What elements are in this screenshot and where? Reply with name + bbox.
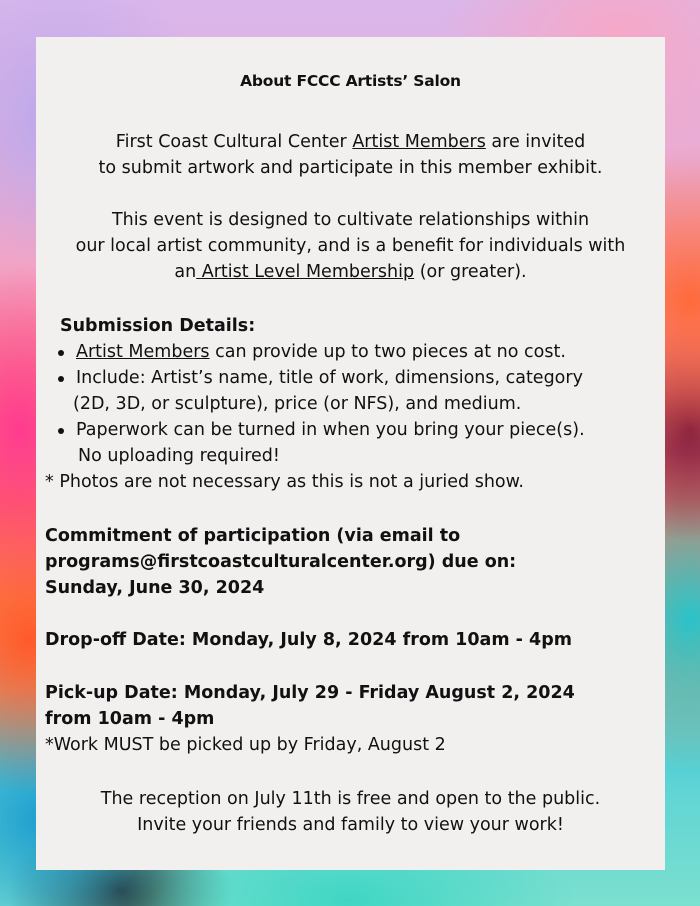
commitment-line-2: programs@firstcoastculturalcenter.org) due on: xyxy=(45,552,517,572)
artist-level-membership-link[interactable]: Artist Level Membership xyxy=(196,262,415,282)
intro-text: First Coast Cultural Center xyxy=(115,132,353,152)
flyer-card xyxy=(36,37,665,870)
bullet-icon xyxy=(58,350,64,356)
commitment-line-1: Commitment of participation (via email to xyxy=(45,526,461,546)
commitment-due-date: Sunday, June 30, 2024 xyxy=(45,578,265,598)
event-line-2: our local artist community, and is a benefit for individuals with xyxy=(75,236,626,256)
bullet-3-line-1: Paperwork can be turned in when you bring your piece(s). xyxy=(76,420,585,440)
pickup-note: *Work MUST be picked up by Friday, August 2 xyxy=(45,735,446,755)
event-line-3 xyxy=(36,261,665,283)
intro-line-2: to submit artwork and participate in this member exhibit. xyxy=(98,158,603,178)
bullet-3-line-2: No uploading required! xyxy=(78,446,280,466)
bullet-icon xyxy=(58,376,64,382)
reception-line-1: The reception on July 11th is free and open to the public. xyxy=(100,789,601,809)
intro-line-1 xyxy=(36,131,665,153)
event-text: an xyxy=(174,262,197,282)
reception-line-2: Invite your friends and family to view your work! xyxy=(137,815,564,835)
bullet-2-line-2: (2D, 3D, or sculpture), price (or NFS), and medium. xyxy=(73,394,522,414)
dropoff-date: Drop-off Date: Monday, July 8, 2024 from 10am - 4pm xyxy=(45,630,572,650)
bullet-2-line-1: Include: Artist’s name, title of work, dimensions, category xyxy=(76,368,583,388)
bullet-1-text: can provide up to two pieces at no cost. xyxy=(209,342,566,362)
pickup-line-2: from 10am - 4pm xyxy=(45,709,215,729)
photos-note: * Photos are not necessary as this is not a juried show. xyxy=(45,472,524,492)
bullet-1 xyxy=(76,341,566,363)
artist-members-link[interactable]: Artist Members xyxy=(76,342,210,362)
pickup-line-1: Pick-up Date: Monday, July 29 - Friday August 2, 2024 xyxy=(45,683,575,703)
event-line-1: This event is designed to cultivate relationships within xyxy=(111,210,590,230)
intro-text: are invited xyxy=(485,132,586,152)
event-text: (or greater). xyxy=(414,262,527,282)
artist-members-link[interactable]: Artist Members xyxy=(352,132,486,152)
bullet-icon xyxy=(58,428,64,434)
flyer-title: About FCCC Artists’ Salon xyxy=(240,72,461,90)
submission-heading: Submission Details: xyxy=(60,316,256,336)
